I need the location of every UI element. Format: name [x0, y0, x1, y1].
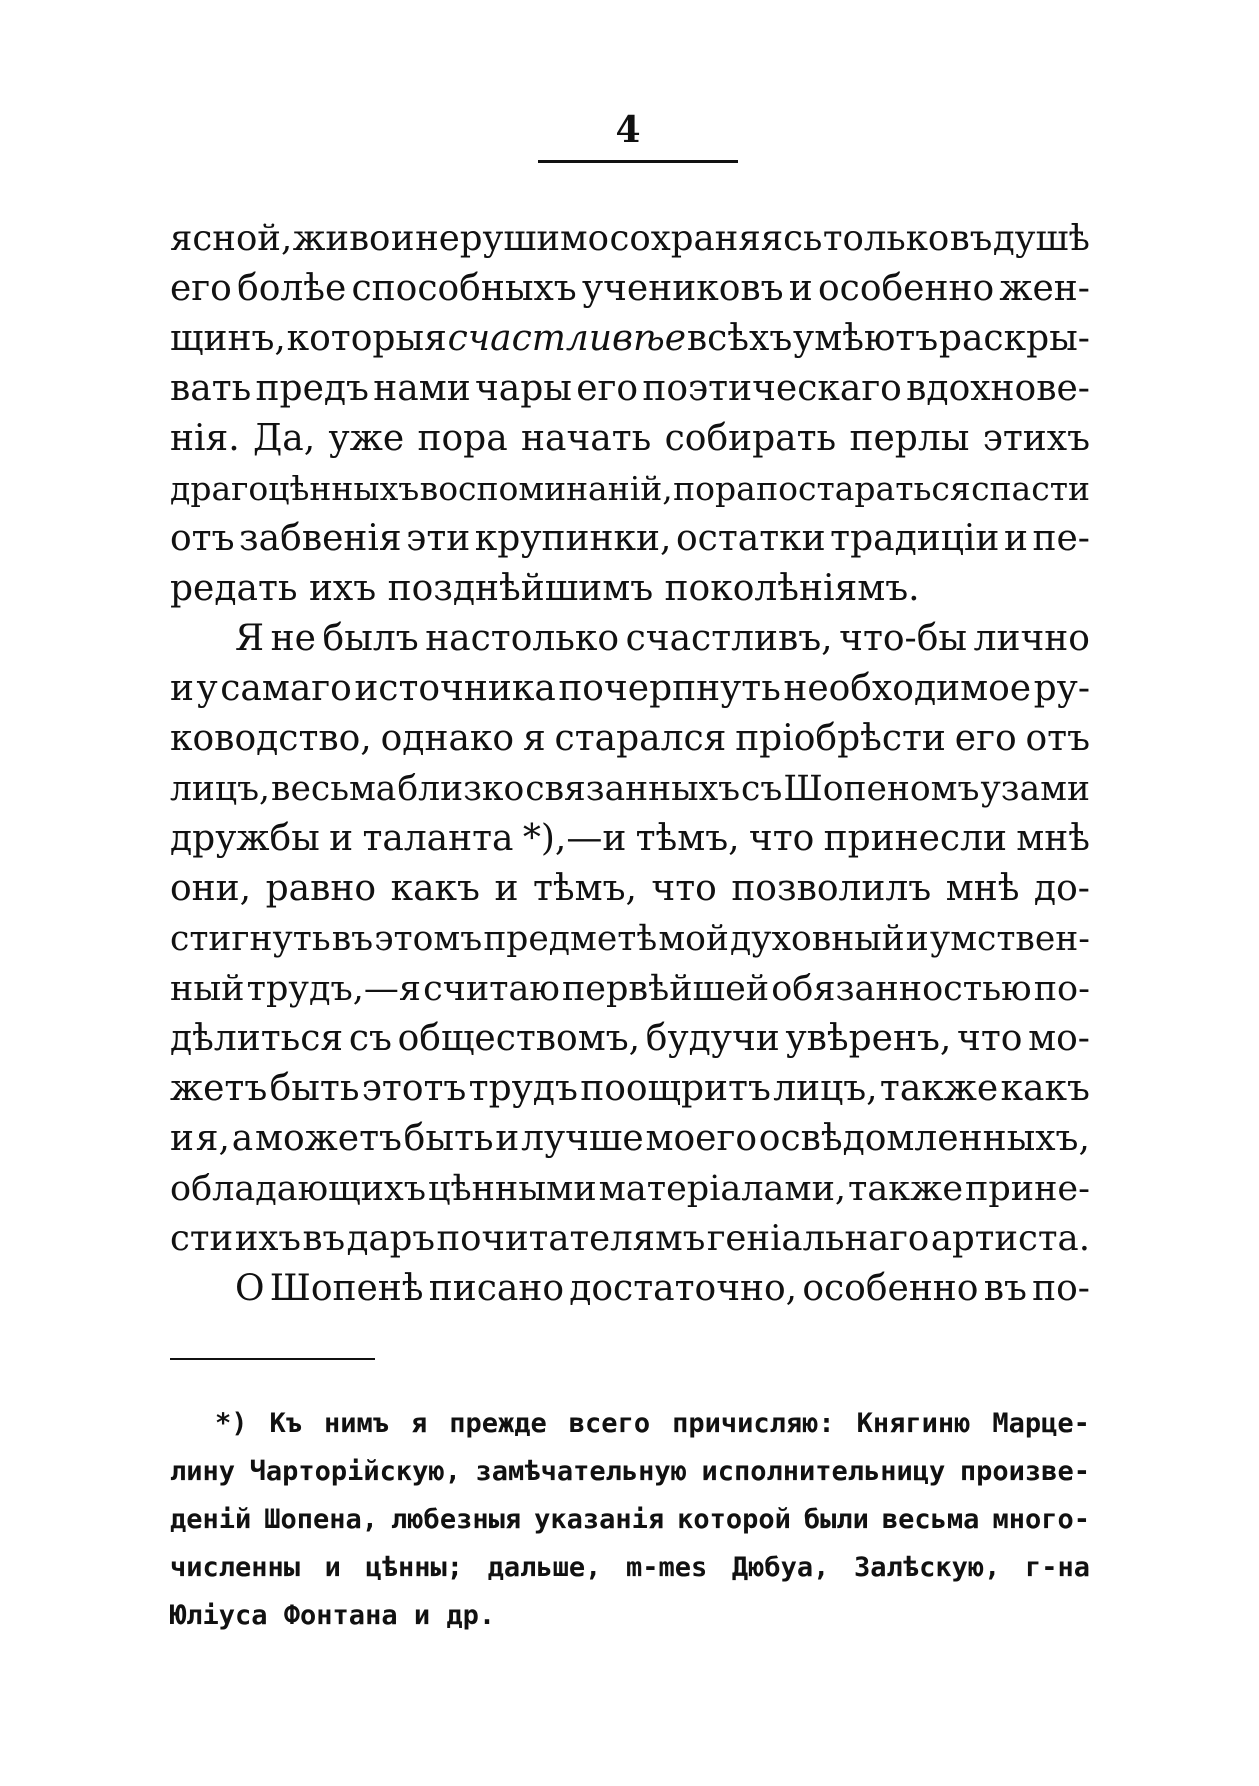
- word: въ: [302, 1218, 346, 1259]
- word: и: [495, 1118, 520, 1159]
- text-line: [170, 914, 1090, 964]
- footnote-line: [170, 1496, 1090, 1544]
- word: моего: [645, 1118, 757, 1159]
- word: деній: [170, 1504, 252, 1535]
- word: я,: [195, 1118, 230, 1159]
- word: съ: [741, 769, 783, 809]
- word: нерушимо: [415, 218, 610, 259]
- word: всѣхъ: [686, 318, 793, 359]
- word: перлы: [849, 418, 970, 459]
- word: г-на: [1024, 1552, 1090, 1583]
- word: быть: [403, 1118, 494, 1159]
- word: тѣмъ,: [532, 868, 637, 909]
- word: прежде: [449, 1408, 547, 1439]
- word: сти: [170, 1218, 234, 1259]
- word: этихъ: [982, 418, 1090, 459]
- word: по-: [1032, 1268, 1090, 1309]
- word: крупинки,: [474, 518, 672, 559]
- word: весьма: [881, 1504, 980, 1535]
- word: первѣйшей: [561, 969, 770, 1009]
- footnote-rule: [170, 1358, 375, 1360]
- footnote-line: [170, 1400, 1090, 1448]
- word: всего: [568, 1408, 651, 1439]
- text-line: [170, 1214, 1090, 1264]
- text-line: [170, 214, 1090, 264]
- word: старался: [554, 718, 727, 759]
- footnote-line: [170, 1544, 1090, 1592]
- text-line: [170, 1164, 1090, 1214]
- word: лично: [973, 618, 1090, 659]
- word: цѣнными: [427, 1169, 597, 1209]
- word: артиста.: [930, 1218, 1090, 1259]
- word: особенно: [802, 1268, 979, 1309]
- word: нами: [373, 368, 471, 409]
- word: драгоцѣнныхъ: [170, 469, 420, 508]
- word: Дюбуа,: [731, 1552, 830, 1583]
- word: освѣдомленныхъ,: [758, 1118, 1090, 1159]
- word: m-mes: [626, 1552, 708, 1583]
- word: этотъ: [361, 1068, 467, 1109]
- word: считаю: [423, 969, 560, 1009]
- word: *),—и: [522, 818, 627, 859]
- word: даръ: [346, 1218, 435, 1259]
- word: жен-: [999, 268, 1090, 309]
- word: мой: [658, 919, 729, 959]
- text-line: [170, 864, 1090, 914]
- word: мнѣ: [1016, 818, 1090, 859]
- word: много-: [992, 1504, 1090, 1535]
- header-rule: [538, 160, 738, 163]
- word: Шопеномъ: [783, 769, 980, 809]
- word: вать: [170, 368, 252, 409]
- word: пора: [417, 418, 508, 459]
- word: весьма: [271, 769, 397, 809]
- word: счастливѣе: [447, 318, 687, 359]
- word: по-: [1033, 969, 1090, 1009]
- word: постараться: [756, 469, 971, 508]
- word: пріобрѣсти: [735, 718, 946, 759]
- word: уже: [328, 418, 405, 459]
- word: поощритъ: [580, 1068, 771, 1109]
- word: раскры-: [938, 318, 1090, 359]
- text-line: [170, 364, 1090, 414]
- word: и: [390, 218, 415, 259]
- word: а: [231, 1118, 254, 1159]
- word: что: [748, 818, 815, 859]
- word: О: [235, 1268, 265, 1309]
- word: щинъ,: [170, 318, 286, 359]
- text-line: [170, 964, 1090, 1014]
- word: умствен-: [929, 919, 1090, 959]
- word: геніальнаго: [706, 1218, 930, 1259]
- word: нимъ: [324, 1408, 390, 1439]
- word: сохраняясь: [609, 218, 823, 259]
- word: въ: [983, 1268, 1027, 1309]
- word: въ: [331, 919, 374, 959]
- text-line: [170, 764, 1090, 814]
- word: необходимое: [783, 668, 1032, 709]
- word: какъ: [1000, 1068, 1090, 1109]
- word: отъ: [1025, 718, 1090, 759]
- word: болѣе: [237, 268, 347, 309]
- word: былъ: [322, 618, 419, 659]
- text-line: [170, 264, 1090, 314]
- word: причисляю:: [672, 1408, 835, 1439]
- word: духовный: [730, 919, 905, 959]
- footnote-line: [170, 1448, 1090, 1496]
- word: численны: [170, 1552, 301, 1583]
- word: почерпнуть: [558, 668, 781, 709]
- word: жетъ: [170, 1068, 268, 1109]
- text-line: [170, 1114, 1090, 1164]
- word: эти: [406, 518, 471, 559]
- word: умѣютъ: [793, 318, 939, 359]
- word: источника: [354, 668, 556, 709]
- word: остатки: [675, 518, 826, 559]
- word: прине-: [965, 1169, 1090, 1209]
- word: способныхъ: [351, 268, 577, 309]
- word: спасти: [971, 469, 1090, 508]
- word: воспоминаній,: [419, 469, 673, 508]
- word: у: [196, 668, 218, 709]
- word: цѣнны;: [365, 1552, 464, 1583]
- word: особенно: [818, 268, 995, 309]
- word: и: [324, 1552, 341, 1583]
- word: стигнуть: [170, 919, 331, 959]
- word: матеріалами,: [598, 1169, 847, 1209]
- text-line: [170, 614, 1090, 664]
- word: они,: [170, 868, 252, 909]
- word: Шопена,: [264, 1504, 379, 1535]
- word: узами: [980, 769, 1090, 809]
- word: Да,: [253, 418, 316, 459]
- word: лицъ,: [773, 1068, 878, 1109]
- word: традиціи: [830, 518, 1000, 559]
- word: отъ: [170, 518, 235, 559]
- word: принесли: [823, 818, 1007, 859]
- word: были: [803, 1504, 869, 1535]
- word: быть: [269, 1068, 360, 1109]
- word: что-бы: [839, 618, 968, 659]
- word: лучше: [521, 1118, 644, 1159]
- word: и: [1003, 518, 1028, 559]
- text-line: [170, 514, 1090, 564]
- footnote: [170, 1400, 1090, 1640]
- word: дружбы: [170, 818, 320, 859]
- word: забвенія: [239, 518, 402, 559]
- word: я: [411, 1408, 428, 1439]
- word: замѣчательную: [475, 1456, 687, 1487]
- text-line: [170, 1014, 1090, 1064]
- word: нія.: [170, 418, 240, 459]
- word: увѣренъ,: [785, 1018, 952, 1059]
- word: Марце-: [992, 1408, 1090, 1439]
- word: мнѣ: [945, 868, 1020, 909]
- text-line: [170, 664, 1090, 714]
- word: обязанностью: [771, 969, 1032, 1009]
- text-line: редать ихъ позднѣйшимъ поколѣніямъ.: [170, 568, 920, 609]
- word: и: [494, 868, 519, 909]
- word: *): [215, 1408, 248, 1439]
- word: поэтическаго: [642, 368, 902, 409]
- word: трудъ,—я: [246, 969, 421, 1009]
- text-line: [170, 414, 1090, 464]
- word: также: [848, 1169, 964, 1209]
- word: Шопенѣ: [269, 1268, 424, 1309]
- text-line: [170, 1264, 1090, 1314]
- word: ру-: [1033, 668, 1090, 709]
- word: близко: [397, 769, 525, 809]
- word: счастливъ,: [625, 618, 833, 659]
- word: связанныхъ: [525, 769, 741, 809]
- word: предметѣ: [483, 919, 658, 959]
- word: равно: [265, 868, 377, 909]
- word: я: [522, 718, 546, 759]
- word: писано: [428, 1268, 564, 1309]
- word: которыя: [286, 318, 447, 359]
- word: что: [651, 868, 717, 909]
- word: дѣлиться: [170, 1018, 344, 1059]
- word: пе-: [1032, 518, 1090, 559]
- footnote-line: Юліуса Фонтана и др.: [170, 1600, 496, 1631]
- word: только: [822, 218, 950, 259]
- word: живо: [292, 218, 391, 259]
- word: любезныя: [391, 1504, 522, 1535]
- word: настолько: [425, 618, 620, 659]
- word: предъ: [255, 368, 369, 409]
- word: однако: [380, 718, 515, 759]
- word: какъ: [390, 868, 480, 909]
- text-line: [170, 714, 1090, 764]
- word: достаточно,: [569, 1268, 798, 1309]
- word: ясной,: [170, 218, 293, 259]
- word: ководство,: [170, 718, 372, 759]
- word: вдохнове-: [906, 368, 1090, 409]
- word: таланта: [362, 818, 514, 859]
- word: съ: [348, 1018, 392, 1059]
- word: дальше,: [487, 1552, 602, 1583]
- word: лину: [170, 1456, 236, 1487]
- word: самаго: [220, 668, 352, 709]
- word: пора: [673, 469, 756, 508]
- word: въ: [949, 218, 993, 259]
- word: его: [954, 718, 1017, 759]
- word: и: [905, 919, 929, 959]
- page-number: 4: [615, 109, 641, 151]
- word: чары: [474, 368, 572, 409]
- word: ихъ: [234, 1218, 301, 1259]
- word: ный: [170, 969, 245, 1009]
- word: Чарторійскую,: [249, 1456, 461, 1487]
- word: позволилъ: [731, 868, 932, 909]
- word: Къ: [269, 1408, 303, 1439]
- word: будучи: [645, 1018, 780, 1059]
- word: не: [270, 618, 316, 659]
- word: его: [170, 268, 232, 309]
- word: и: [788, 268, 813, 309]
- word: Я: [235, 618, 265, 659]
- text-line: [170, 814, 1090, 864]
- word: можетъ: [254, 1118, 402, 1159]
- word: лицъ,: [170, 769, 271, 809]
- word: и: [329, 818, 354, 859]
- word: что: [957, 1018, 1023, 1059]
- word: обладающихъ: [170, 1169, 427, 1209]
- word: учениковъ: [581, 268, 784, 309]
- word: душѣ: [992, 218, 1090, 259]
- word: которой: [677, 1504, 791, 1535]
- word: исполнительницу: [701, 1456, 946, 1487]
- word: этомъ: [374, 919, 483, 959]
- word: начать: [521, 418, 652, 459]
- word: обществомъ,: [397, 1018, 641, 1059]
- word: тѣмъ,: [635, 818, 740, 859]
- text-line: [170, 314, 1090, 364]
- word: почитателямъ: [436, 1218, 706, 1259]
- body-text: [170, 214, 1090, 1314]
- word: мо-: [1028, 1018, 1090, 1059]
- word: произве-: [959, 1456, 1090, 1487]
- text-line: [170, 464, 1090, 514]
- word: Княгиню: [856, 1408, 971, 1439]
- word: и: [170, 668, 194, 709]
- word: указанія: [534, 1504, 665, 1535]
- word: Залѣскую,: [854, 1552, 1001, 1583]
- word: до-: [1033, 868, 1090, 909]
- word: трудъ: [468, 1068, 578, 1109]
- word: его: [576, 368, 639, 409]
- word: собирать: [664, 418, 837, 459]
- text-line: [170, 1064, 1090, 1114]
- word: также: [879, 1068, 999, 1109]
- word: и: [170, 1118, 194, 1159]
